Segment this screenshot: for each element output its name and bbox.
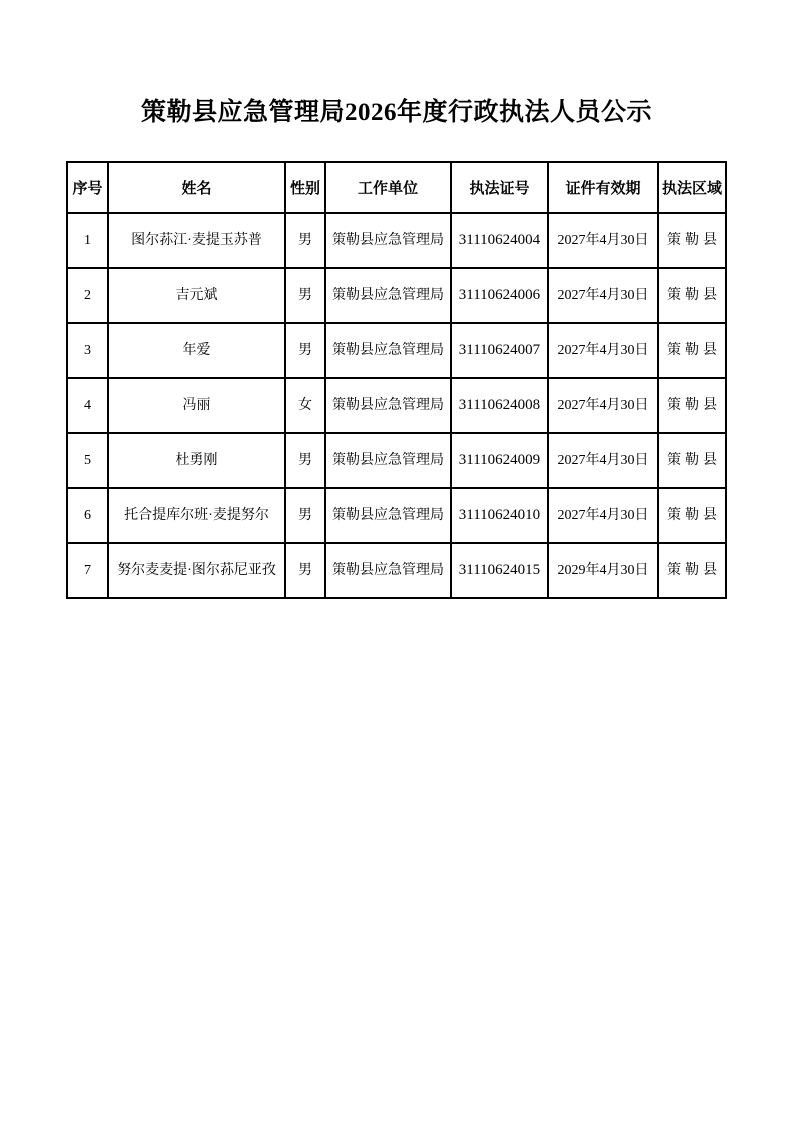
cell-valid-until: 2029年4月30日	[548, 543, 658, 598]
page-title: 策勒县应急管理局2026年度行政执法人员公示	[140, 99, 652, 126]
cell-name: 冯丽	[108, 378, 285, 433]
cell-certificate-no: 31110624006	[451, 268, 548, 323]
cell-valid-until: 2027年4月30日	[548, 488, 658, 543]
cell-work-unit: 策勒县应急管理局	[325, 323, 451, 378]
cell-enforcement-area: 策勒县	[658, 378, 726, 433]
table-row	[67, 268, 726, 323]
cell-gender: 男	[285, 543, 325, 598]
header-certificate-no: 执法证号	[451, 162, 548, 213]
table-row	[67, 378, 726, 433]
table-row	[67, 323, 726, 378]
table-body	[67, 213, 726, 598]
cell-enforcement-area: 策勒县	[658, 433, 726, 488]
header-work-unit: 工作单位	[325, 162, 451, 213]
cell-index: 2	[67, 268, 108, 323]
cell-gender: 男	[285, 268, 325, 323]
cell-index: 3	[67, 323, 108, 378]
personnel-table	[66, 161, 727, 599]
cell-index: 6	[67, 488, 108, 543]
cell-work-unit: 策勒县应急管理局	[325, 543, 451, 598]
cell-valid-until: 2027年4月30日	[548, 213, 658, 268]
cell-certificate-no: 31110624015	[451, 543, 548, 598]
cell-name: 托合提库尔班·麦提努尔	[108, 488, 285, 543]
cell-enforcement-area: 策勒县	[658, 323, 726, 378]
cell-work-unit: 策勒县应急管理局	[325, 433, 451, 488]
header-valid-until: 证件有效期	[548, 162, 658, 213]
table-row	[67, 543, 726, 598]
cell-enforcement-area: 策勒县	[658, 213, 726, 268]
cell-gender: 男	[285, 433, 325, 488]
cell-name: 吉元斌	[108, 268, 285, 323]
table-row	[67, 433, 726, 488]
cell-index: 7	[67, 543, 108, 598]
cell-certificate-no: 31110624010	[451, 488, 548, 543]
cell-index: 1	[67, 213, 108, 268]
header-gender: 性别	[285, 162, 325, 213]
cell-name: 年爱	[108, 323, 285, 378]
cell-enforcement-area: 策勒县	[658, 268, 726, 323]
cell-gender: 男	[285, 323, 325, 378]
cell-valid-until: 2027年4月30日	[548, 433, 658, 488]
cell-certificate-no: 31110624008	[451, 378, 548, 433]
cell-work-unit: 策勒县应急管理局	[325, 268, 451, 323]
cell-gender: 女	[285, 378, 325, 433]
table-row	[67, 488, 726, 543]
cell-index: 4	[67, 378, 108, 433]
cell-enforcement-area: 策勒县	[658, 488, 726, 543]
cell-gender: 男	[285, 213, 325, 268]
cell-certificate-no: 31110624004	[451, 213, 548, 268]
cell-name: 图尔荪江·麦提玉苏普	[108, 213, 285, 268]
cell-enforcement-area: 策勒县	[658, 543, 726, 598]
cell-valid-until: 2027年4月30日	[548, 323, 658, 378]
cell-name: 杜勇刚	[108, 433, 285, 488]
cell-work-unit: 策勒县应急管理局	[325, 213, 451, 268]
cell-valid-until: 2027年4月30日	[548, 268, 658, 323]
cell-work-unit: 策勒县应急管理局	[325, 378, 451, 433]
cell-name: 努尔麦麦提·图尔荪尼亚孜	[108, 543, 285, 598]
cell-index: 5	[67, 433, 108, 488]
header-enforcement-area: 执法区域	[658, 162, 726, 213]
table-header-row	[67, 162, 726, 213]
header-name: 姓名	[108, 162, 285, 213]
cell-work-unit: 策勒县应急管理局	[325, 488, 451, 543]
cell-certificate-no: 31110624007	[451, 323, 548, 378]
table-header	[67, 162, 726, 213]
header-index: 序号	[67, 162, 108, 213]
cell-valid-until: 2027年4月30日	[548, 378, 658, 433]
cell-certificate-no: 31110624009	[451, 433, 548, 488]
cell-gender: 男	[285, 488, 325, 543]
table-row	[67, 213, 726, 268]
